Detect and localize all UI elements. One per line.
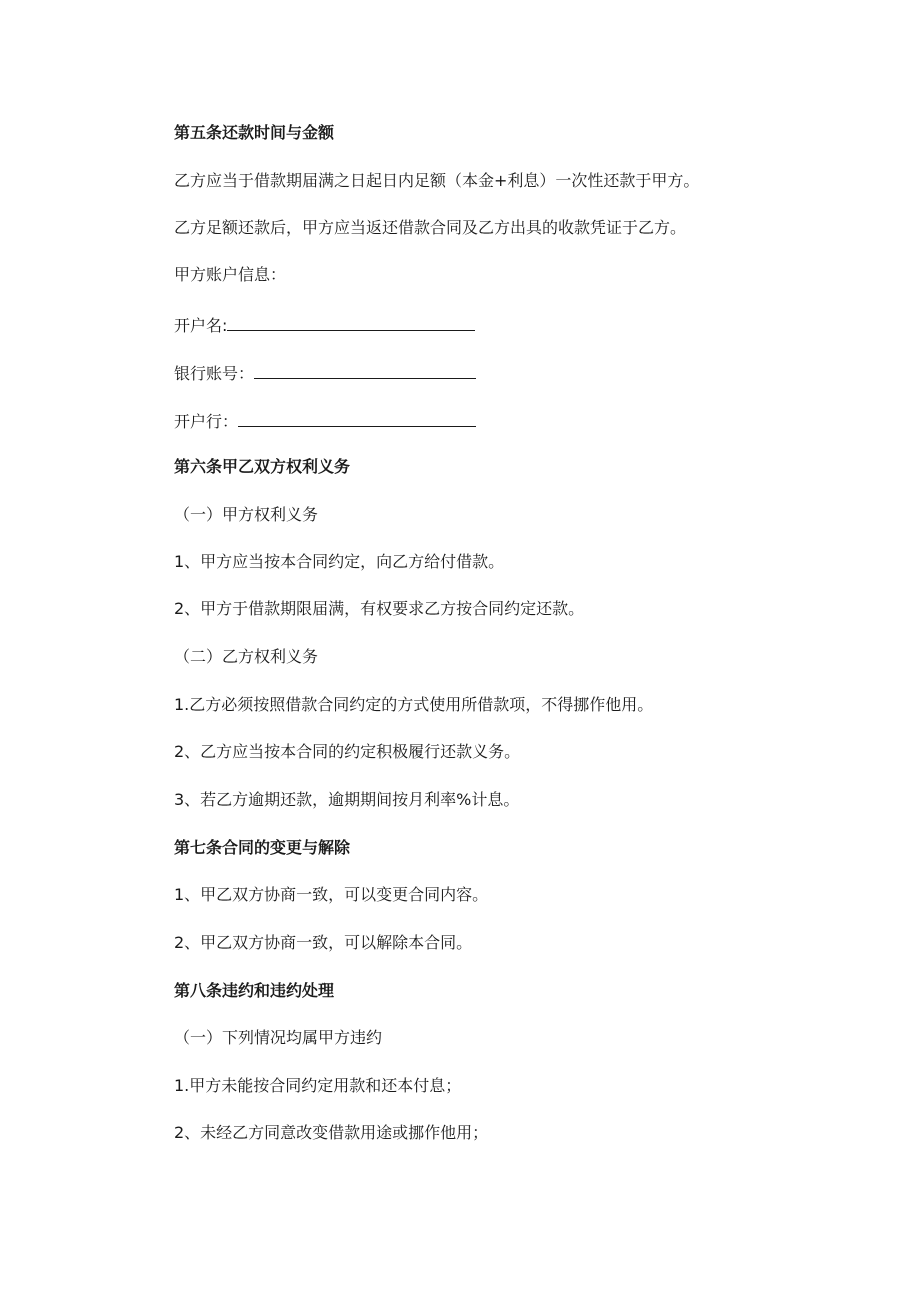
- bank-account-label: 银行账号：: [174, 364, 255, 383]
- article8-item: 2、未经乙方同意改变借款用途或挪作他用；: [174, 1123, 489, 1142]
- article8-heading: 第八条违约和违约处理: [174, 981, 335, 1000]
- article5-paragraph-2: 乙方足额还款后，甲方应当返还借款合同及乙方出具的收款凭证于乙方。: [174, 218, 687, 237]
- bank-branch-blank: [238, 409, 476, 427]
- partyB-item: 1.乙方必须按照借款合同约定的方式使用所借款项，不得挪作他用。: [174, 695, 654, 714]
- article6-heading: 第六条甲乙双方权利义务: [174, 457, 351, 476]
- article5-heading: 第五条还款时间与金额: [174, 123, 335, 142]
- account-name-label: 开户名:: [174, 316, 228, 335]
- partyA-item: 2、甲方于借款期限届满，有权要求乙方按合同约定还款。: [174, 599, 585, 618]
- article8-item: 1.甲方未能按合同约定用款和还本付息；: [174, 1076, 462, 1095]
- bank-branch-label: 开户行：: [174, 412, 239, 431]
- article7-item: 2、甲乙双方协商一致，可以解除本合同。: [174, 933, 473, 952]
- bank-account-row: [174, 361, 476, 385]
- partyA-rights-heading: （一）甲方权利义务: [174, 505, 319, 524]
- article7-item: 1、甲乙双方协商一致，可以变更合同内容。: [174, 885, 489, 904]
- account-info-label: 甲方账户信息：: [174, 265, 287, 284]
- partyB-item: 3、若乙方逾期还款，逾期期间按月利率%计息。: [174, 790, 520, 809]
- account-name-blank: [227, 313, 475, 331]
- article7-heading: 第七条合同的变更与解除: [174, 838, 351, 857]
- bank-account-blank: [254, 361, 476, 379]
- bank-branch-row: [174, 409, 476, 433]
- partyB-rights-heading: （二）乙方权利义务: [174, 647, 319, 666]
- account-name-row: [174, 313, 475, 337]
- article5-paragraph-1: 乙方应当于借款期届满之日起日内足额（本金+利息）一次性还款于甲方。: [174, 171, 700, 190]
- article8-partyA-breach-heading: （一）下列情况均属甲方违约: [174, 1028, 383, 1047]
- partyA-item: 1、甲方应当按本合同约定，向乙方给付借款。: [174, 552, 505, 571]
- partyB-item: 2、乙方应当按本合同的约定积极履行还款义务。: [174, 742, 521, 761]
